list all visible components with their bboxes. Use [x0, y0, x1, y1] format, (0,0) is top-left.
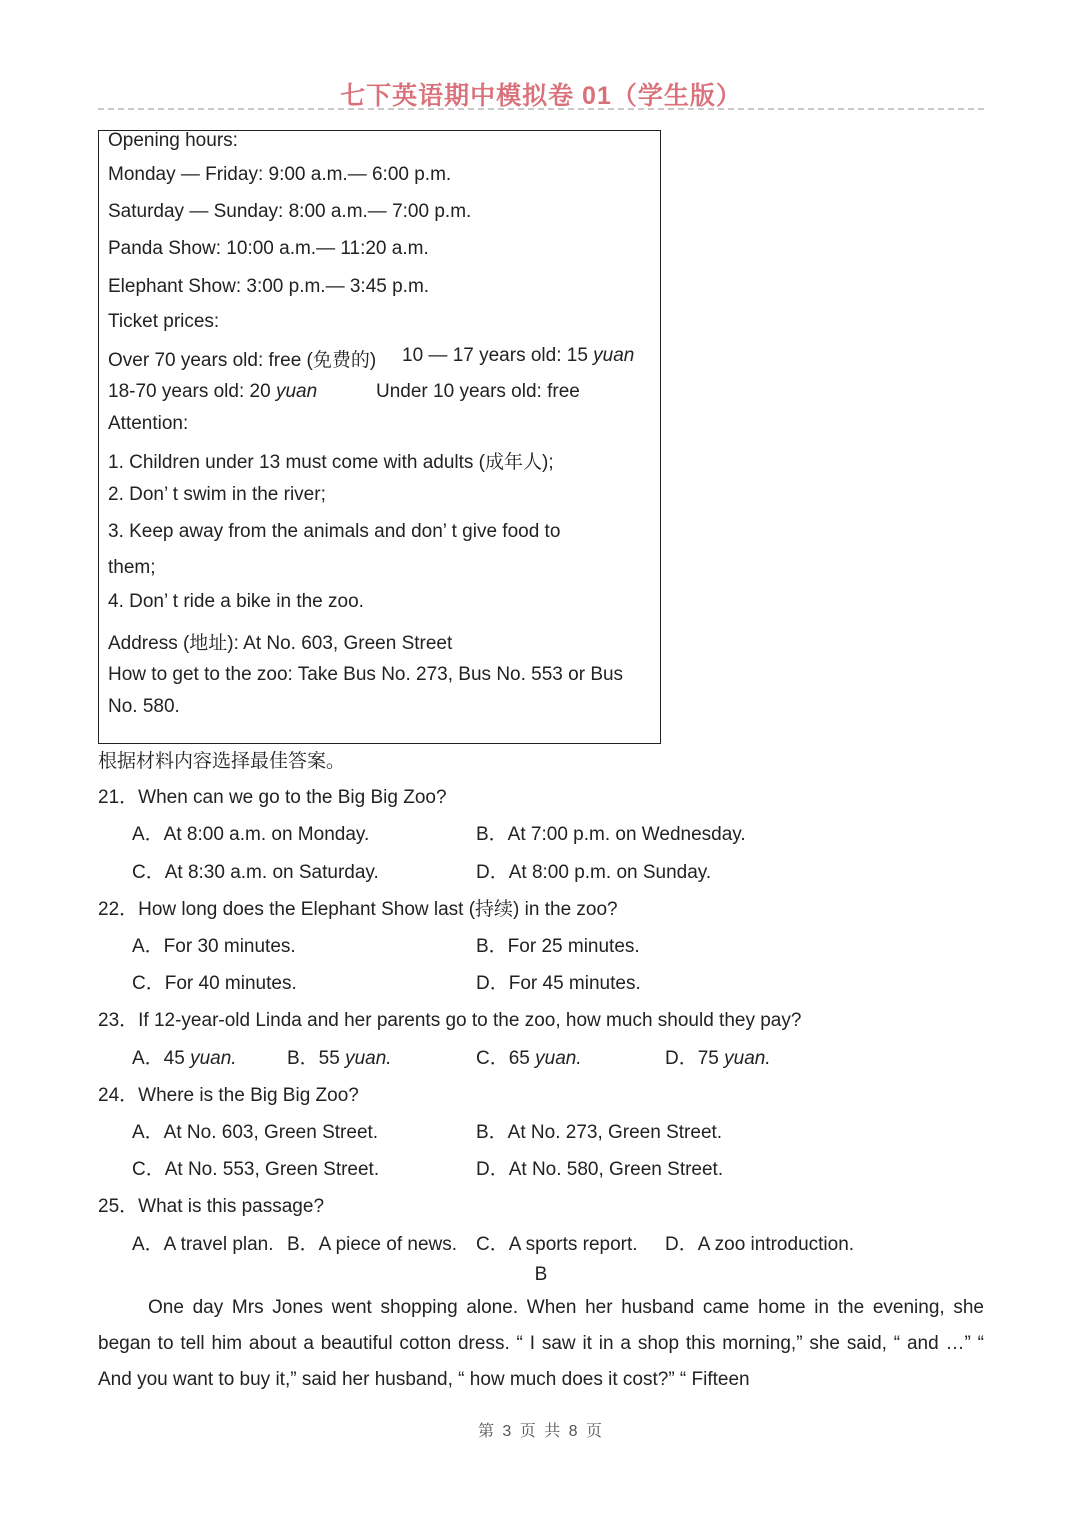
page-header-title: 七下英语期中模拟卷 01（学生版）: [340, 82, 742, 110]
rule-1: 1. Children under 13 must come with adults (成年人);: [108, 452, 554, 473]
question-21: 21．When can we go to the Big Big Zoo?: [98, 787, 447, 808]
q21-option-d[interactable]: D．At 8:00 p.m. on Sunday.: [476, 862, 712, 883]
rule-2: 2. Don’ t swim in the river;: [108, 484, 326, 505]
q23-option-a[interactable]: A．45 yuan.: [132, 1048, 237, 1069]
opening-hours-title: Opening hours:: [108, 130, 238, 151]
price-10-17: 10 — 17 years old: 15 yuan: [402, 345, 635, 366]
q24-option-c[interactable]: C．At No. 553, Green Street.: [132, 1159, 380, 1180]
elephant-show-time: Elephant Show: 3:00 p.m.— 3:45 p.m.: [108, 276, 430, 297]
question-24: 24．Where is the Big Big Zoo?: [98, 1085, 359, 1106]
question-22: 22．How long does the Elephant Show last (持续) in the zoo?: [98, 899, 618, 920]
ticket-prices-title: Ticket prices:: [108, 311, 220, 332]
q22-option-b[interactable]: B．For 25 minutes.: [476, 936, 640, 957]
price-over-70: Over 70 years old: free (免费的): [108, 350, 377, 371]
price-under-10: Under 10 years old: free: [376, 381, 580, 402]
q25-option-d[interactable]: D．A zoo introduction.: [665, 1234, 855, 1255]
panda-show-time: Panda Show: 10:00 a.m.— 11:20 a.m.: [108, 238, 429, 259]
rule-4: 4. Don’ t ride a bike in the zoo.: [108, 591, 364, 612]
rule-3-cont: them;: [108, 557, 156, 578]
q23-option-b[interactable]: B．55 yuan.: [287, 1048, 392, 1069]
q21-option-c[interactable]: C．At 8:30 a.m. on Saturday.: [132, 862, 379, 883]
q25-option-c[interactable]: C．A sports report.: [476, 1234, 638, 1255]
section-b-heading: B: [534, 1264, 548, 1285]
how-to-get: How to get to the zoo: Take Bus No. 273, Bus No. 553 or Bus: [108, 664, 624, 685]
q21-option-b[interactable]: B．At 7:00 p.m. on Wednesday.: [476, 824, 746, 845]
instruction: 根据材料内容选择最佳答案。: [98, 751, 346, 772]
q21-option-a[interactable]: A．At 8:00 a.m. on Monday.: [132, 824, 370, 845]
weekend-hours: Saturday — Sunday: 8:00 a.m.— 7:00 p.m.: [108, 201, 472, 222]
q24-option-b[interactable]: B．At No. 273, Green Street.: [476, 1122, 723, 1143]
zoo-address: Address (地址): At No. 603, Green Street: [108, 633, 453, 654]
price-18-70: 18-70 years old: 20 yuan: [108, 381, 318, 402]
q23-option-c[interactable]: C．65 yuan.: [476, 1048, 582, 1069]
passage-b: One day Mrs Jones went shopping alone. When her husband came home in the evening, she began to tell him about a beautiful cotton dress. “ I saw it in a shop this morning,” she said, “ and …” “ And you want to buy it,” said her husband, “ how much does it cost?” “ Fifteen: [98, 1297, 984, 1390]
q25-option-a[interactable]: A．A travel plan.: [132, 1234, 274, 1255]
how-to-get-cont: No. 580.: [108, 696, 180, 717]
weekday-hours: Monday — Friday: 9:00 a.m.— 6:00 p.m.: [108, 164, 452, 185]
q22-option-a[interactable]: A．For 30 minutes.: [132, 936, 296, 957]
q22-option-c[interactable]: C．For 40 minutes.: [132, 973, 297, 994]
q24-option-d[interactable]: D．At No. 580, Green Street.: [476, 1159, 724, 1180]
header-divider: [98, 108, 984, 110]
rule-3: 3. Keep away from the animals and don’ t give food to: [108, 521, 561, 542]
q24-option-a[interactable]: A．At No. 603, Green Street.: [132, 1122, 379, 1143]
q25-option-b[interactable]: B．A piece of news.: [287, 1234, 458, 1255]
page-footer: 第 3 页 共 8 页: [477, 1423, 605, 1440]
question-25: 25．What is this passage?: [98, 1196, 325, 1217]
attention-title: Attention:: [108, 413, 189, 434]
question-23: 23．If 12-year-old Linda and her parents go to the zoo, how much should they pay?: [98, 1010, 802, 1031]
q23-option-d[interactable]: D．75 yuan.: [665, 1048, 771, 1069]
q22-option-d[interactable]: D．For 45 minutes.: [476, 973, 641, 994]
